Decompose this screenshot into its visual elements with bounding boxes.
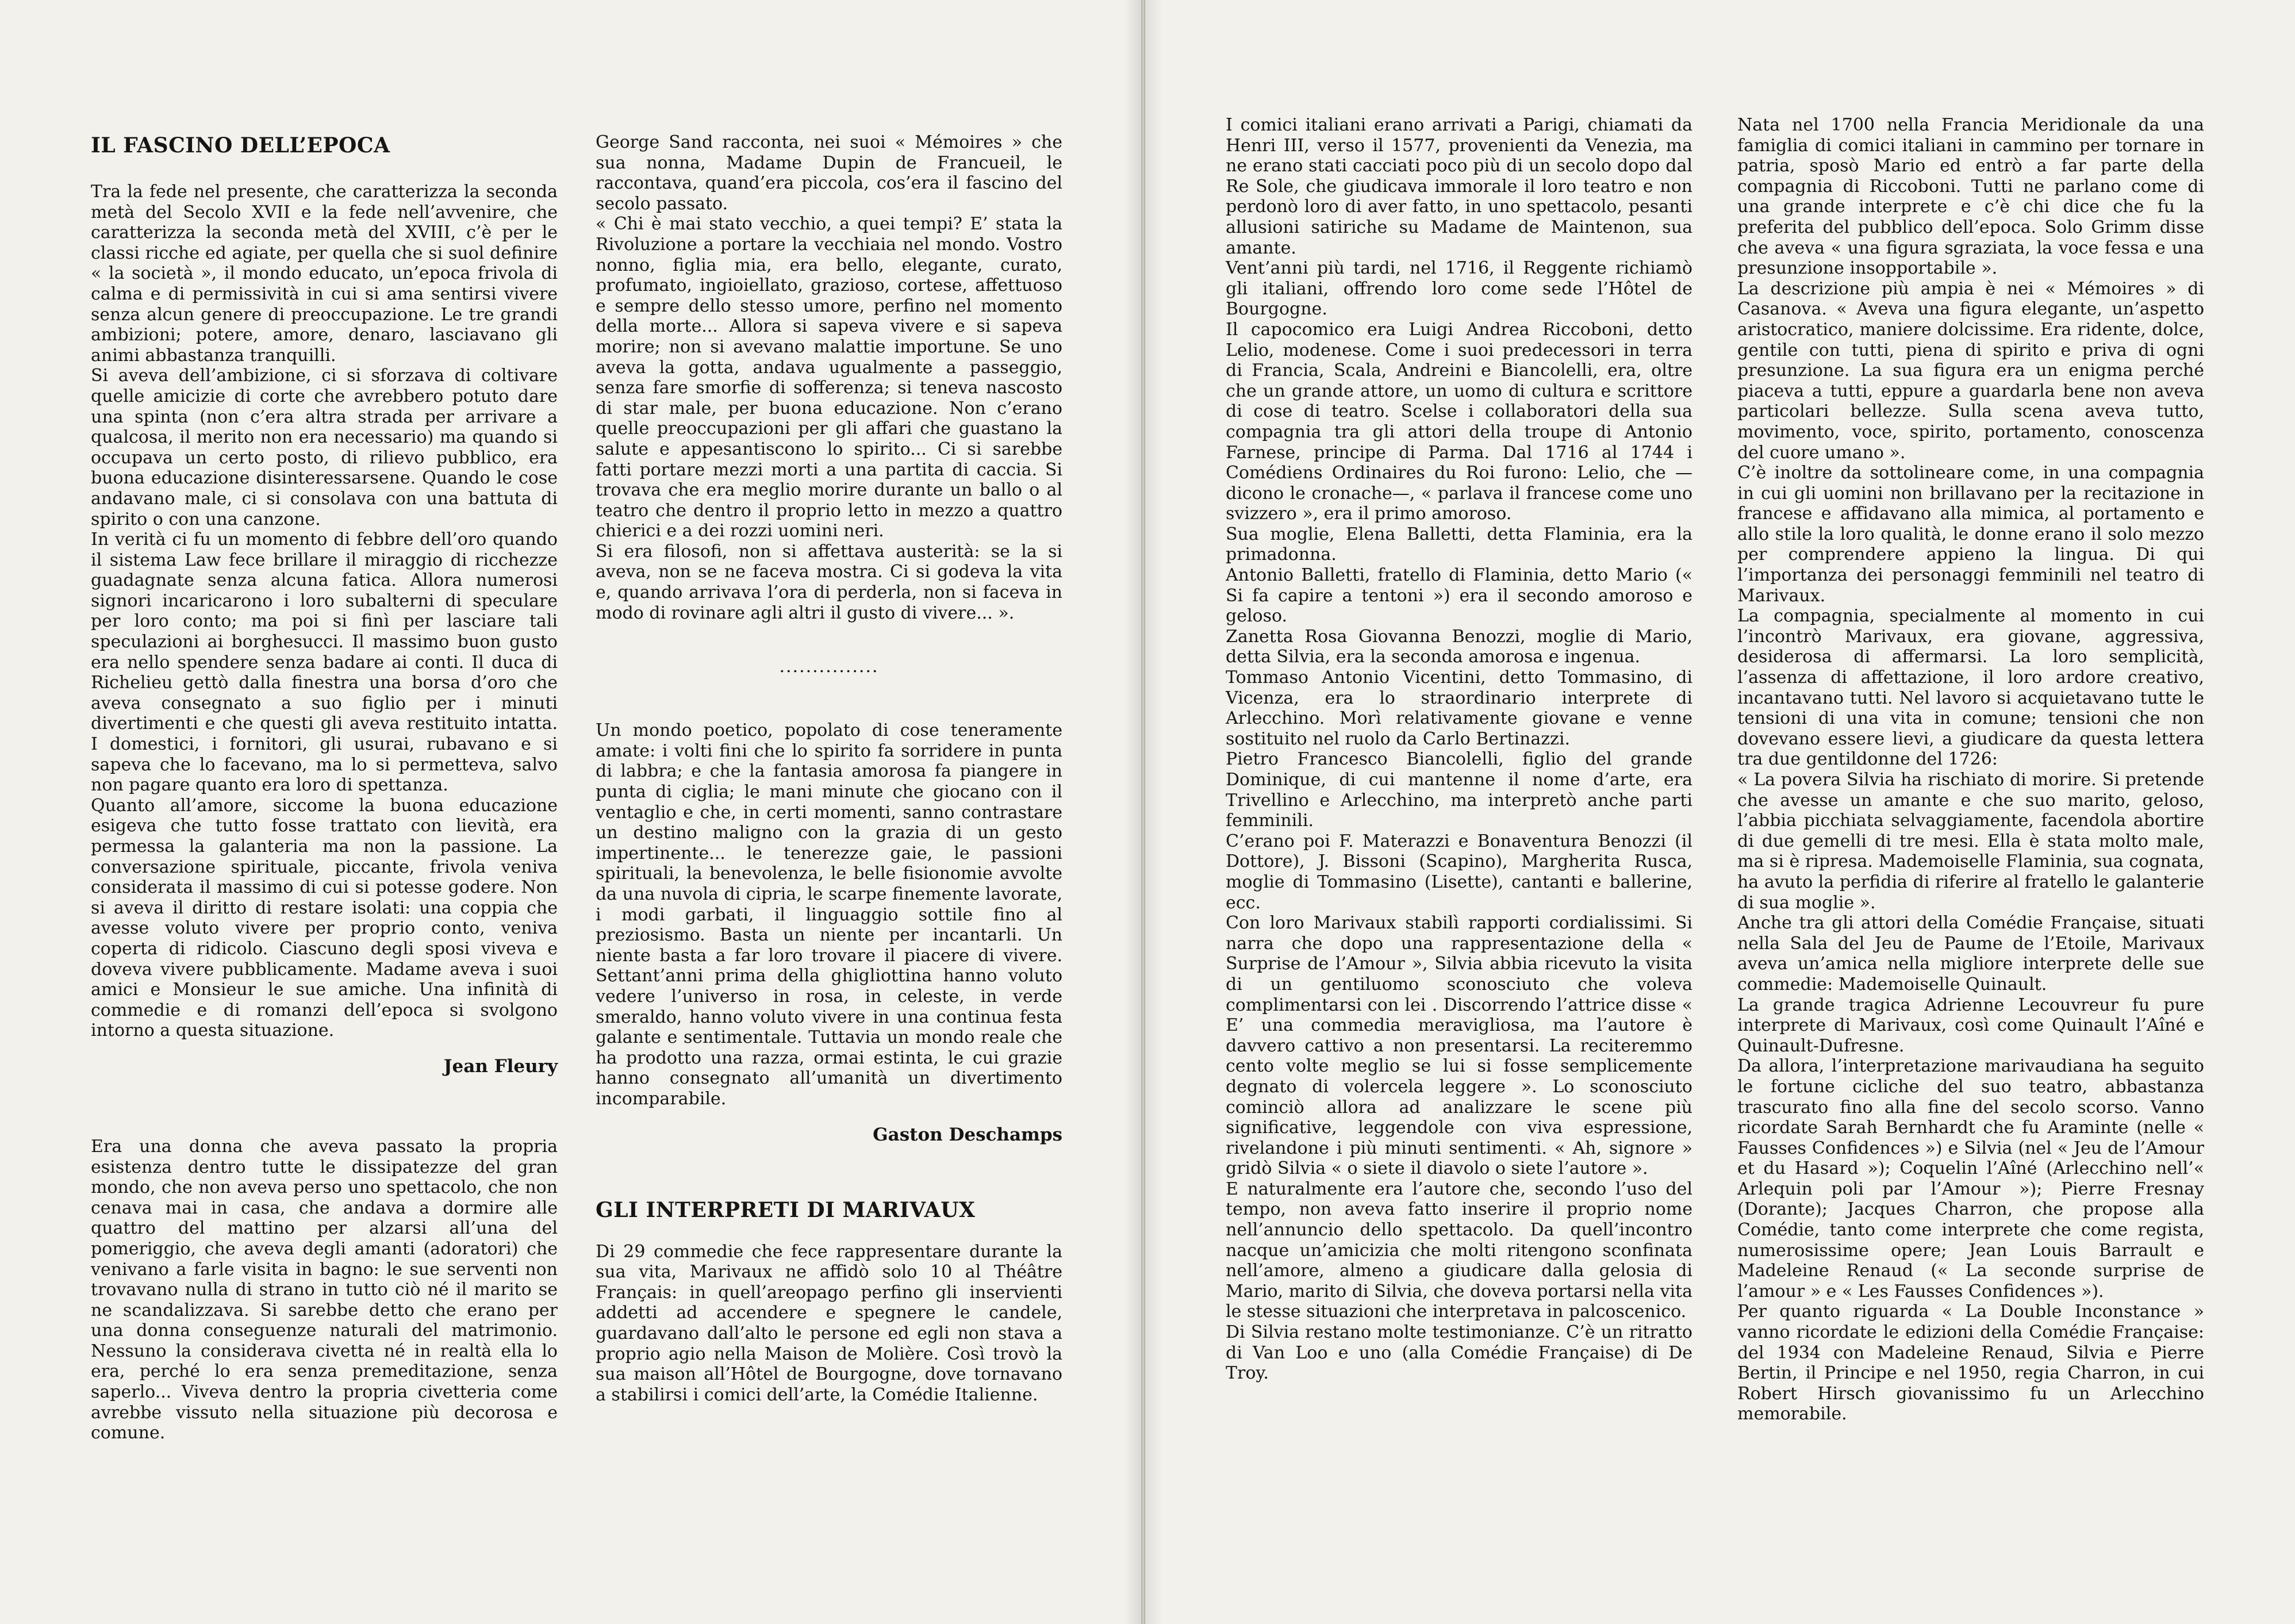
right-page [1144, 0, 2295, 1624]
paragraph: Quanto all’amore, siccome la buona educazione esigeva che tutto fosse trattato con lievità, era permessa la galanteria ma non la passione. La conversazione spirituale, piccante, frivola veniva considerata il massimo di cui si potesse godere. Non si aveva il diritto di restare isolati: una coppia che avesse voluto vivere per proprio conto, veniva coperta di ridicolo. Ciascuno degli sposi viveva e doveva vivere pubblicamente. Madame aveva i suoi amici e Monsieur le sue amiche. Una infinità di commedie e di romanzi dell’epoca si svolgono intorno a questa situazione. [91, 795, 558, 1041]
paragraph: Di 29 commedie che fece rappresentare durante la sua vita, Marivaux ne affidò solo 10 al Théâtre Français: in quell’areopago perfino gli inservienti addetti ad accendere e spegnere le candele, guardavano dall’alto le persone ed egli non stava a proprio agio nella Maison de Molière. Così trovò la sua maison all’Hôtel de Bourgogne, dove tornavano a stabilirsi i comici dell’arte, la Comédie Italienne. [596, 1241, 1062, 1405]
paragraph: La grande tragica Adrienne Lecouvreur fu pure interprete di Marivaux, così come Quinault l’Aîné e Quinault-Dufresne. [1737, 995, 2204, 1056]
paragraph: Un mondo poetico, popolato di cose teneramente amate: i volti fini che lo spirito fa sorridere in punta di labbra; e che la fantasia amorosa fa piangere in punta di ciglia; le mani minute che giocano con il ventaglio e che, in certi momenti, sanno contrastare un destino maligno con la grazia di un gesto impertinente... le tenerezze gaie, le passioni spirituali, la benevolenza, le belle fisionomie avvolte da una nuvola di cipria, le scarpe finemente lavorate, i modi garbati, il linguaggio sottile fino al preziosismo. Basta un niente per incantarli. Un niente basta a far loro trovare il piacere di vivere. Settant’anni prima della ghigliottina hanno voluto vedere l’universo in rosa, in celeste, in verde smeraldo, hanno voluto vivere in una continua festa galante e sentimentale. Tuttavia un mondo reale che ha prodotto una razza, ormai estinta, le cui grazie hanno consegnato all’umanità un divertimento incomparabile. [596, 720, 1063, 1109]
quote-paragraph: « La povera Silvia ha rischiato di morire. Si pretende che avesse un amante e che suo marito, geloso, l’abbia picchiata selvaggiamente, facendola abortire di due gemelli di tre mesi. Ella è stata molto male, ma si è ripresa. Mademoiselle Flaminia, sua cognata, ha avuto la perfidia di riferire al fratello le galanterie di sua moglie ». [1737, 770, 2204, 913]
paragraph: Era una donna che aveva passato la propria esistenza dentro tutte le dissipatezze del gran mondo, che non aveva perso uno spettacolo, che non cenava mai in casa, che andava a dormire alle quattro del mattino per alzarsi all’una del pomeriggio, che aveva degli amanti (adoratori) che venivano a farle visita in bagno: le sue serventi non trovavano nulla di strano in tutto ciò né il marito se ne scandalizzava. Si sarebbe detto che erano per una donna conseguenze naturali del matrimonio. Nessuno la considerava civetta né in realtà ella lo era, perché lo era senza premeditazione, senza saperlo... Viveva dentro la propria civetteria come avrebbe vissuto nella situazione più decorosa e comune. [91, 1136, 558, 1443]
section-title: IL FASCINO DELL’EPOCA [91, 133, 390, 158]
separator-dots: ............... [779, 656, 879, 677]
paragraph: Antonio Balletti, fratello di Flaminia, detto Mario (« Si fa capire a tentoni ») era il secondo amoroso e geloso. [1226, 565, 1693, 627]
gutter-shadow [1145, 0, 1162, 1624]
paragraph: Si aveva dell’ambizione, ci si sforzava di coltivare quelle amicizie di corte che avrebbero potuto dare una spinta (non c’era altra strada per arrivare a qualcosa, il merito non era necessario) ma quando si occupava un certo posto, di rilievo pubblico, era buona educazione disinteressarsene. Quando le cose andavano male, ci si consolava con una battuta di spirito o con una canzone. [91, 366, 558, 529]
quote-paragraph: Si era filosofi, non si affettava austerità: se la si aveva, non se ne faceva mostra. Ci si godeva la vita e, quando arrivava l’ora di perderla, non si faceva in modo di rovinare agli altri il gusto di vivere... ». [596, 541, 1062, 623]
paragraph: C’è inoltre da sottolineare come, in una compagnia in cui gli uomini non brillavano per la recitazione in francese e affidavano alla mimica, al portamento e allo stile la loro qualità, le donne erano il solo mezzo per comprendere appieno la lingua. Di qui l’importanza dei personaggi femminili nel teatro di Marivaux. [1737, 463, 2204, 606]
paragraph: Pietro Francesco Biancolelli, figlio del grande Dominique, di cui mantenne il nome d’arte, era Trivellino e Arlecchino, ma interpretò anche parti femminili. [1226, 749, 1693, 831]
paragraph: George Sand racconta, nei suoi « Mémoires » che sua nonna, Madame Dupin de Francueil, le raccontava, quand’era piccola, cos’era il fascino del secolo passato. [596, 132, 1062, 214]
paragraph: Vent’anni più tardi, nel 1716, il Reggente richiamò gli italiani, offrendo loro come sede l’Hôtel de Bourgogne. [1226, 258, 1693, 320]
paragraph: Di Silvia restano molte testimonianze. C’è un ritratto di Van Loo e uno (alla Comédie Française) di De Troy. [1226, 1322, 1693, 1384]
paragraph: Anche tra gli attori della Comédie Française, situati nella Sala del Jeu de Paume de l’Etoile, Marivaux aveva un’amica nella migliore interprete delle sue commedie: Mademoiselle Quinault. [1737, 913, 2204, 995]
gutter-shadow [1124, 0, 1141, 1624]
author-signature: Gaston Deschamps [873, 1124, 1062, 1145]
column-1 [91, 133, 558, 1443]
paragraph: Il capocomico era Luigi Andrea Riccoboni, detto Lelio, modenese. Come i suoi predecessori in terra di Francia, Scala, Andreini e Biancolelli, era, oltre che un grande attore, un uomo di cultura e scrittore di cose di teatro. Scelse i collaboratori della sua compagnia tra gli attori della troupe di Antonio Farnese, principe di Parma. Dal 1716 al 1744 i Comédiens Ordinaires du Roi furono: Lelio, che — dicono le cronache—, « parlava il francese come uno svizzero », era il primo amoroso. [1226, 319, 1693, 524]
paragraph: Da allora, l’interpretazione marivaudiana ha seguito le fortune cicliche del suo teatro, abbastanza trascurato fino alla fine del secolo scorso. Vanno ricordate Sarah Bernhardt che fu Araminte (nelle « Fausses Confidences ») e Silvia (nel « Jeu de l’Amour et du Hasard »); Coquelin l’Aîné (Arlecchino nell’« Arlequin poli par l’Amour »); Pierre Fresnay (Dorante); Jacques Charron, che propose alla Comédie, tanto come interprete che come regista, numerosissime opere; Jean Louis Barrault e Madeleine Renaud (« La seconde surprise de l’amour » e « Les Fausses Confidences »). [1737, 1056, 2204, 1301]
paragraph: In verità ci fu un momento di febbre dell’oro quando il sistema Law fece brillare il miraggio di ricchezze guadagnate senza alcuna fatica. Allora numerosi signori incaricarono i loro subalterni di speculare per loro conto; ma poi si finì per lasciare tali speculazioni ai borghesucci. Il massimo buon gusto era nello spendere senza badare ai conti. Il duca di Richelieu gettò dalla finestra una borsa d’oro che aveva consegnato a suo figlio per i minuti divertimenti e che questi gli aveva restituito intatta. I domestici, i fornitori, gli usurai, rubavano e si sapeva che lo facevano, ma lo si permetteva, salvo non pagare quanto era loro di spettanza. [91, 529, 558, 796]
paragraph: Con loro Marivaux stabilì rapporti cordialissimi. Si narra che dopo una rappresentazione della « Surprise de l’Amour », Silvia abbia ricevuto la visita di un gentiluomo sconosciuto che voleva complimentarsi con lei . Discorrendo l’attrice disse « E’ una commedia meravigliosa, ma l’autore è davvero cattivo a non presentarsi. La reciteremmo cento volte meglio se lui si fosse semplicemente degnato di volercela leggere ». Lo sconosciuto cominciò allora ad analizzare le scene più significative, leggendole con viva espressione, rivelandone i più minuti sentimenti. « Ah, signore » gridò Silvia « o siete il diavolo o siete l’autore ». [1226, 913, 1693, 1179]
column-2 [596, 132, 1062, 1405]
column-3 [1226, 115, 1693, 1384]
left-page [0, 0, 1142, 1624]
paragraph: Zanetta Rosa Giovanna Benozzi, moglie di Mario, detta Silvia, era la seconda amorosa e ingenua. [1226, 626, 1693, 667]
paragraph: C’erano poi F. Materazzi e Bonaventura Benozzi (il Dottore), J. Bissoni (Scapino), Margherita Rusca, moglie di Tommasino (Lisette), cantanti e ballerine, ecc. [1226, 831, 1693, 913]
section-title: GLI INTERPRETI DI MARIVAUX [596, 1197, 976, 1222]
paragraph: Sua moglie, Elena Balletti, detta Flaminia, era la primadonna. [1226, 524, 1693, 565]
paragraph: Tra la fede nel presente, che caratterizza la seconda metà del Secolo XVII e la fede nell’avvenire, che caratterizza la seconda metà del XVIII, c’è per le classi ricche ed agiate, per quella che si suol definire « la società », il mondo educato, un’epoca frivola di calma e di permissività in cui si ama sentirsi vivere senza alcun genere di preoccupazione. Le tre grandi ambizioni; potere, amore, denaro, lasciavano gli animi abbastanza tranquilli. [91, 182, 558, 366]
author-signature: Jean Fleury [443, 1055, 558, 1077]
paragraph: La descrizione più ampia è nei « Mémoires » di Casanova. « Aveva una figura elegante, un’aspetto aristocratico, maniere dolcissime. Era ridente, dolce, gentile con tutti, piena di spirito e priva di ogni presunzione. La sua figura era un enigma perché piaceva a tutti, eppure a guardarla bene non aveva particolari bellezze. Sulla scena aveva tutto, movimento, voce, spirito, portamento, conoscenza del cuore umano ». [1737, 278, 2204, 463]
paragraph: I comici italiani erano arrivati a Parigi, chiamati da Henri III, verso il 1577, provenienti da Venezia, ma ne erano stati cacciati poco più di un secolo dopo dal Re Sole, che giudicava immorale il loro teatro e non perdonò loro di aver fatto, in uno spettacolo, pesanti allusioni satiriche su Madame de Maintenon, sua amante. [1226, 115, 1693, 258]
paragraph: La compagnia, specialmente al momento in cui l’incontrò Marivaux, era giovane, aggressiva, desiderosa di affermarsi. La loro semplicità, l’assenza di affettazione, il loro ardore creativo, incantavano tutti. Nel lavoro si acquietavano tutte le tensioni di una vita in comune; tensioni che non dovevano essere lievi, a giudicare da questa lettera tra due gentildonne del 1726: [1737, 606, 2204, 770]
paragraph: Nata nel 1700 nella Francia Meridionale da una famiglia di comici italiani in cammino per tornare in patria, sposò Mario ed entrò a far parte della compagnia di Riccoboni. Tutti ne parlano come di una grande interprete e c’è chi dice che fu la preferita del pubblico dell’epoca. Solo Grimm disse che aveva « una figura sgraziata, la voce fessa e una presunzione insopportabile ». [1737, 115, 2204, 279]
paragraph: Tommaso Antonio Vicentini, detto Tommasino, di Vicenza, era lo straordinario interprete di Arlecchino. Morì relativamente giovane e venne sostituito nel ruolo da Carlo Bertinazzi. [1226, 667, 1693, 749]
paragraph: E naturalmente era l’autore che, secondo l’uso del tempo, non aveva fatto inserire il proprio nome nell’annuncio dello spettacolo. Da quell’incontro nacque un’amicizia che molti ritengono sconfinata nell’amore, almeno a giudicare dalla gelosia di Mario, marito di Silvia, che doveva portarsi nella vita le stesse situazioni che interpretava in palcoscenico. [1226, 1178, 1693, 1322]
paragraph: Per quanto riguarda « La Double Inconstance » vanno ricordate le edizioni della Comédie Française: del 1934 con Madeleine Renaud, Silvia e Pierre Bertin, il Principe e nel 1950, regia Charron, in cui Robert Hirsch giovanissimo fu un Arlecchino memorabile. [1737, 1301, 2204, 1425]
column-4 [1737, 115, 2204, 1425]
quote-paragraph: « Chi è mai stato vecchio, a quei tempi? E’ stata la Rivoluzione a portare la vecchiaia nel mondo. Vostro nonno, figlia mia, era bello, elegante, curato, profumato, ingioiellato, grazioso, cortese, affettuoso e sempre dello stesso umore, perfino nel momento della morte... Allora si sapeva vivere e si sapeva morire; non si avevano malattie importune. Se uno aveva la gotta, andava ugualmente a passeggio, senza fare smorfie di sofferenza; si teneva nascosto di star male, per buona educazione. Non c’erano quelle preoccupazioni per gli affari che guastano la salute e appesantiscono lo spirito... Ci si sarebbe fatti portare mezzi morti a una partita di caccia. Si trovava che era meglio morire durante un ballo o al teatro che dentro il proprio letto in mezzo a quattro chierici e a dei rozzi uomini neri. [596, 214, 1062, 542]
